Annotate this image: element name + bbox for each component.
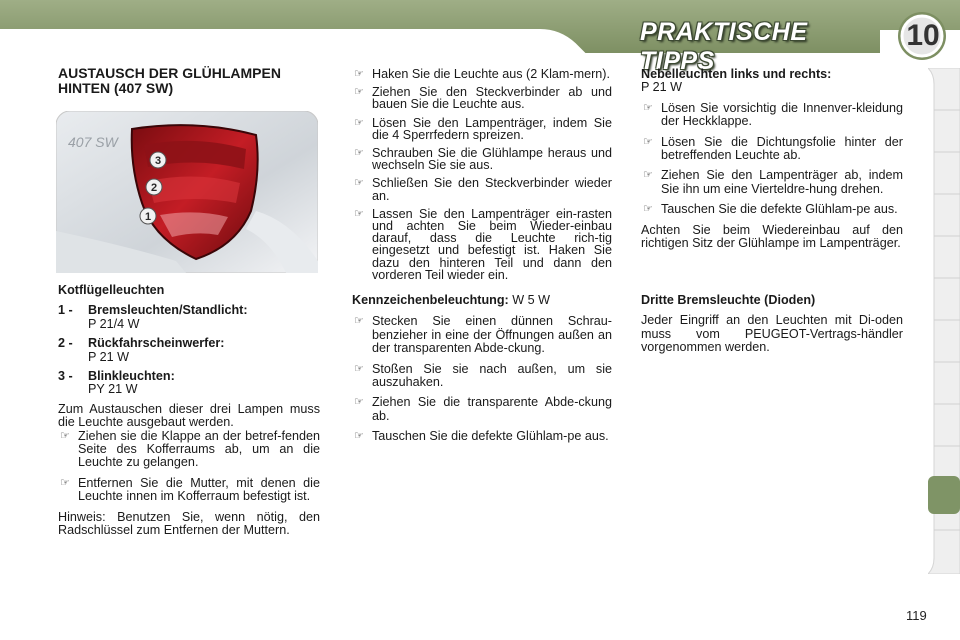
column-middle [352, 68, 612, 287]
instruction-bullet: ☞ Ziehen Sie die transparente Abde-ckung ab. [354, 395, 612, 423]
instruction-bullet: ☞ Ziehen Sie den Steckverbinder ab und bauen Sie die Leuchte aus. [354, 85, 612, 112]
fog-light-value: P 21 W [641, 80, 683, 95]
chapter-title: PRAKTISCHE TIPPS [640, 18, 808, 75]
lamp-item-label: Bremsleuchten/Standlicht: [88, 303, 248, 318]
instruction-bullet: ☞ Schließen Sie den Steckverbinder wieder an. [354, 176, 612, 203]
pointing-hand-icon: ☞ [60, 429, 70, 442]
instruction-bullet: ☞ Ziehen sie die Klappe an der betref-fenden Seite des Kofferraums ab, um an die Leuchte zu gelangen. [60, 428, 320, 470]
note-text: Hinweis: Benutzen Sie, wenn nötig, den Radschlüssel zum Entfernen der Muttern. [58, 509, 320, 538]
lamp-group-heading: Kotflügelleuchten [58, 283, 165, 297]
pointing-hand-icon: ☞ [354, 362, 364, 375]
instruction-bullet: ☞ Ziehen Sie den Lampenträger ab, indem Sie ihn um eine Vierteldre-hung drehen. [643, 168, 903, 196]
instruction-bullet: ☞ Lösen Sie vorsichtig die Innenver-kleidung der Heckklappe. [643, 100, 903, 129]
pointing-hand-icon: ☞ [60, 476, 70, 489]
lamp-item-label: Rückfahrscheinwerfer: [88, 336, 225, 351]
pointing-hand-icon: ☞ [354, 315, 364, 328]
lamp-item-number: 1 - [58, 303, 73, 318]
instruction-bullet: ☞ Lösen Sie die Dichtungsfolie hinter der betreffenden Leuchte ab. [643, 134, 903, 163]
pointing-hand-icon: ☞ [354, 86, 364, 99]
chapter-number: 10 [906, 19, 940, 52]
instruction-bullet: ☞ Stoßen Sie sie nach außen, um sie auszuhaken. [354, 361, 612, 390]
instruction-bullet: ☞ Tauschen Sie die defekte Glühlam-pe aus. [643, 202, 898, 217]
column-left [58, 66, 320, 96]
page-number: 119 [906, 608, 927, 623]
pointing-hand-icon: ☞ [354, 207, 364, 220]
pointing-hand-icon: ☞ [354, 430, 364, 443]
instruction-bullet: ☞ Lösen Sie den Lampenträger, indem Sie die 4 Sperrfedern spreizen. [354, 115, 612, 142]
instruction-bullet: ☞ Entfernen Sie die Mutter, mit denen die Leuchte innen im Kofferraum befestigt ist. [60, 475, 320, 504]
pointing-hand-icon: ☞ [354, 396, 364, 409]
pointing-hand-icon: ☞ [643, 101, 653, 114]
lamp-item-number: 2 - [58, 336, 73, 351]
intro-text: Zum Austauschen dieser drei Lampen muss die Leuchte ausgebaut werden. [58, 401, 320, 430]
pointing-hand-icon: ☞ [354, 116, 364, 129]
lamp-item-value: PY 21 W [88, 382, 138, 397]
column-left-body [58, 284, 320, 538]
column-right-brake [641, 294, 903, 355]
tail-lamp-photo [56, 111, 318, 273]
instruction-bullet: ☞ Lassen Sie den Lampenträger ein-rasten und achten Sie beim Wieder-einbau darauf, dass die Leuchte rich-tig eingesetzt und befestigt ist. Haken Sie dazu den hinteren Teil und dann den vorderen Teil wieder ein. [354, 206, 612, 282]
instruction-bullet: ☞ Stecken Sie einen dünnen Schrau-benzieher in eine der Öffnungen außen an der transparenten Abde-ckung. [354, 314, 612, 356]
lamp-item-3 [58, 370, 320, 397]
lamp-item-value: P 21/4 W [88, 316, 140, 331]
lamp-item-1 [58, 304, 320, 331]
lamp-item-value: P 21 W [88, 349, 130, 364]
pointing-hand-icon: ☞ [354, 68, 364, 80]
section-title-line1: AUSTAUSCH DER GLÜHLAMPEN [58, 65, 281, 81]
fog-light-heading: Nebelleuchten links und rechts: [641, 67, 832, 81]
pointing-hand-icon: ☞ [643, 135, 653, 148]
pointing-hand-icon: ☞ [354, 147, 364, 160]
lamp-item-label: Blinkleuchten: [88, 369, 175, 384]
callout-1: 1 [144, 211, 152, 223]
lamp-item-2 [58, 337, 320, 364]
pointing-hand-icon: ☞ [354, 177, 364, 190]
third-brake-heading: Dritte Bremsleuchte (Dioden) [641, 293, 816, 307]
column-right [641, 68, 903, 250]
pointing-hand-icon: ☞ [643, 169, 653, 182]
section-title-line2: HINTEN (407 SW) [58, 80, 174, 96]
callout-3: 3 [154, 155, 162, 167]
svg-text:407 SW: 407 SW [68, 134, 118, 150]
instruction-bullet: ☞ Schrauben Sie die Glühlampe heraus und wechseln Sie sie aus. [354, 146, 612, 173]
lamp-item-number: 3 - [58, 369, 73, 384]
instruction-bullet: ☞ Tauschen Sie die defekte Glühlam-pe aus. [354, 429, 609, 444]
column-middle-plate [352, 294, 612, 451]
third-brake-text: Jeder Eingriff an den Leuchten mit Di-oden muss vom PEUGEOT-Vertrags-händler vorgenommen werden. [641, 313, 903, 355]
active-chapter-tab[interactable] [928, 476, 960, 514]
instruction-bullet: ☞ Haken Sie die Leuchte aus (2 Klam-mern). [354, 67, 610, 81]
callout-2: 2 [150, 182, 158, 194]
plate-light-heading: Kennzeichenbeleuchtung: W 5 W [352, 293, 551, 307]
pointing-hand-icon: ☞ [643, 203, 653, 216]
chapter-tab-strip [928, 68, 960, 574]
fog-light-note: Achten Sie beim Wiedereinbau auf den richtigen Sitz der Glühlampe im Lampenträger. [641, 222, 903, 251]
